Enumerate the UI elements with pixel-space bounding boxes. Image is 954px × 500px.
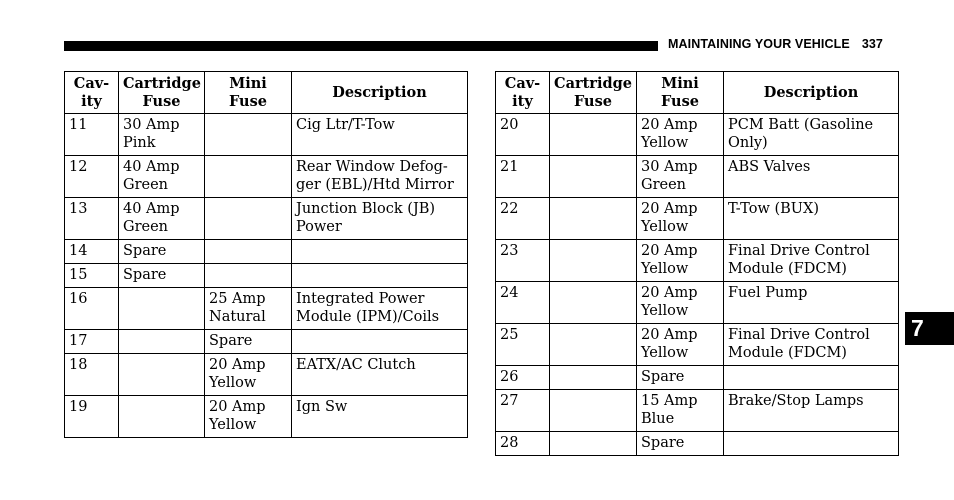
cell-cartridge: Spare [119, 264, 205, 288]
cell-cavity: 28 [496, 432, 550, 456]
cell-cavity: 17 [65, 330, 119, 354]
cell-description [292, 330, 468, 354]
cell-cavity: 24 [496, 282, 550, 324]
cell-mini: 30 Amp Green [637, 156, 724, 198]
cell-mini: 20 Amp Yellow [205, 354, 292, 396]
table-body [65, 114, 468, 438]
cell-cavity: 18 [65, 354, 119, 396]
cell-cavity: 27 [496, 390, 550, 432]
table-row [496, 282, 899, 324]
cell-mini: 20 Amp Yellow [637, 240, 724, 282]
cell-mini: Spare [637, 366, 724, 390]
cell-cartridge [119, 396, 205, 438]
cell-cavity: 26 [496, 366, 550, 390]
table-row [496, 156, 899, 198]
cell-description: Cig Ltr/T-Tow [292, 114, 468, 156]
table-header-row [65, 72, 468, 114]
cell-cartridge: 40 Amp Green [119, 156, 205, 198]
cell-cavity: 25 [496, 324, 550, 366]
section-title: MAINTAINING YOUR VEHICLE [668, 37, 850, 51]
section-tab: 7 [905, 312, 954, 345]
cell-cavity: 13 [65, 198, 119, 240]
col-header-mini-fuse: Mini Fuse [205, 72, 292, 114]
cell-cartridge: 30 Amp Pink [119, 114, 205, 156]
cell-description: ABS Valves [724, 156, 899, 198]
table-row [496, 366, 899, 390]
cell-description [292, 264, 468, 288]
cell-description: PCM Batt (Gasoline Only) [724, 114, 899, 156]
col-header-description: Description [292, 72, 468, 114]
running-header [668, 37, 883, 51]
cell-description [292, 240, 468, 264]
cell-cartridge: 40 Amp Green [119, 198, 205, 240]
cell-description: Final Drive Control Module (FDCM) [724, 240, 899, 282]
cell-cavity: 19 [65, 396, 119, 438]
table-row [65, 396, 468, 438]
cell-mini: 20 Amp Yellow [637, 282, 724, 324]
cell-cartridge [550, 366, 637, 390]
cell-description: Junction Block (JB) Power [292, 198, 468, 240]
cell-description: Final Drive Control Module (FDCM) [724, 324, 899, 366]
table-row [65, 240, 468, 264]
fuse-table-left [64, 71, 468, 438]
col-header-cavity: Cav- ity [496, 72, 550, 114]
table-row [65, 264, 468, 288]
cell-mini [205, 240, 292, 264]
cell-cavity: 23 [496, 240, 550, 282]
table-row [65, 288, 468, 330]
cell-mini [205, 264, 292, 288]
cell-mini: Spare [205, 330, 292, 354]
cell-description [724, 432, 899, 456]
cell-mini: 25 Amp Natural [205, 288, 292, 330]
cell-mini: 20 Amp Yellow [205, 396, 292, 438]
table-row [496, 432, 899, 456]
cell-mini [205, 198, 292, 240]
col-header-mini-fuse: Mini Fuse [637, 72, 724, 114]
cell-cartridge [550, 114, 637, 156]
table-row [496, 240, 899, 282]
fuse-table-right [495, 71, 899, 456]
table-row [496, 114, 899, 156]
cell-cartridge [550, 156, 637, 198]
cell-description [724, 366, 899, 390]
table-header-row [496, 72, 899, 114]
table-row [65, 198, 468, 240]
cell-cavity: 22 [496, 198, 550, 240]
cell-description: Integrated Power Module (IPM)/Coils [292, 288, 468, 330]
cell-cavity: 15 [65, 264, 119, 288]
cell-cartridge [119, 288, 205, 330]
header-rule [64, 41, 658, 51]
table-row [496, 198, 899, 240]
col-header-cavity: Cav- ity [65, 72, 119, 114]
cell-cartridge [550, 198, 637, 240]
cell-cavity: 14 [65, 240, 119, 264]
table-row [65, 114, 468, 156]
cell-cavity: 12 [65, 156, 119, 198]
col-header-cartridge-fuse: Cartridge Fuse [550, 72, 637, 114]
col-header-description: Description [724, 72, 899, 114]
cell-mini [205, 114, 292, 156]
table-body [496, 114, 899, 456]
cell-cartridge [550, 390, 637, 432]
cell-description: Fuel Pump [724, 282, 899, 324]
cell-description: EATX/AC Clutch [292, 354, 468, 396]
cell-cartridge [550, 282, 637, 324]
cell-cavity: 20 [496, 114, 550, 156]
cell-description: Brake/Stop Lamps [724, 390, 899, 432]
cell-mini: 20 Amp Yellow [637, 114, 724, 156]
cell-mini [205, 156, 292, 198]
cell-cartridge [550, 432, 637, 456]
table-row [65, 156, 468, 198]
cell-mini: 20 Amp Yellow [637, 198, 724, 240]
table-row [496, 324, 899, 366]
table-row [496, 390, 899, 432]
cell-cartridge [119, 330, 205, 354]
cell-cavity: 11 [65, 114, 119, 156]
cell-mini: 20 Amp Yellow [637, 324, 724, 366]
cell-description: Ign Sw [292, 396, 468, 438]
cell-mini: 15 Amp Blue [637, 390, 724, 432]
cell-cavity: 16 [65, 288, 119, 330]
cell-description: Rear Window Defog- ger (EBL)/Htd Mirror [292, 156, 468, 198]
col-header-cartridge-fuse: Cartridge Fuse [119, 72, 205, 114]
cell-description: T-Tow (BUX) [724, 198, 899, 240]
cell-cartridge [119, 354, 205, 396]
table-row [65, 330, 468, 354]
cell-cavity: 21 [496, 156, 550, 198]
table-row [65, 354, 468, 396]
page-number: 337 [861, 37, 883, 51]
cell-mini: Spare [637, 432, 724, 456]
cell-cartridge: Spare [119, 240, 205, 264]
cell-cartridge [550, 240, 637, 282]
cell-cartridge [550, 324, 637, 366]
